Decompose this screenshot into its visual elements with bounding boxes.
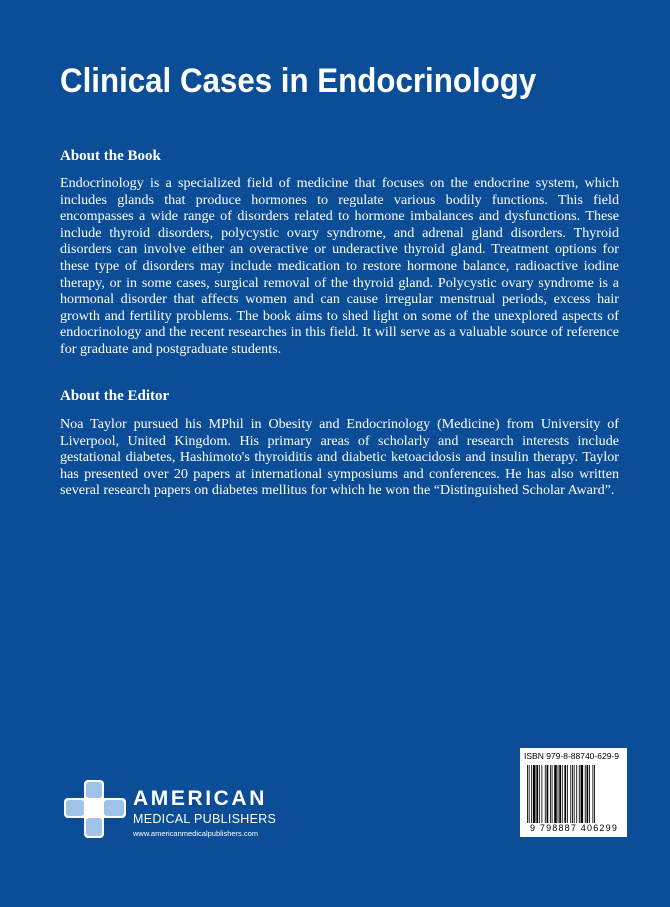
barcode-bars (525, 765, 622, 823)
publisher-name-line1: AMERICAN (133, 787, 267, 810)
publisher-name-line2: MEDICAL PUBLISHERS (133, 812, 277, 826)
isbn-barcode (520, 748, 627, 837)
isbn-label: ISBN 979-8-88740-629-9 (524, 751, 619, 761)
book-title: Clinical Cases in Endocrinology (60, 62, 537, 100)
about-book-text: Endocrinology is a specialized field of medicine that focuses on the endocrine system, which includes glands that produce hormones to regulate various bodily functions. This field encompasses a wide range of disorders related to hormone imbalances and dysfunctions. These include thyroid disorders, polycystic ovary syndrome, and adrenal gland disorders. Thyroid disorders can involve either an overactive or underactive thyroid gland. Treatment options for these type of disorders may include medication to restore hormone balance, radioactive iodine therapy, or in some cases, surgical removal of the thyroid gland. Polycystic ovary syndrome is a hormonal disorder that affects women and can cause irregular menstrual periods, excess hair growth and fertility problems. The book aims to shed light on some of the unexplored aspects of endocrinology and the recent researches in this field. It will serve as a valuable source of reference for graduate and postgraduate students. (60, 175, 619, 357)
medical-cross-icon (62, 778, 128, 840)
publisher-logo (62, 778, 302, 842)
about-editor-heading: About the Editor (60, 388, 170, 404)
about-book-heading: About the Book (60, 148, 161, 164)
publisher-url: www.americanmedicalpublishers.com (133, 829, 259, 838)
about-editor-text: Noa Taylor pursued his MPhil in Obesity and Endocrinology (Medicine) from University of Liverpool, United Kingdom. His primary areas of scholarly and research interests include gestational diabetes, Hashimoto's thyroiditis and diabetic ketoacidosis and insulin therapy. Taylor has presented over 20 papers at international symposiums and conferences. He has also written several research papers on diabetes mellitus for which he won the “Distinguished Scholar Award”. (60, 416, 619, 499)
barcode-digits: 9 798887 406299 (529, 823, 619, 833)
